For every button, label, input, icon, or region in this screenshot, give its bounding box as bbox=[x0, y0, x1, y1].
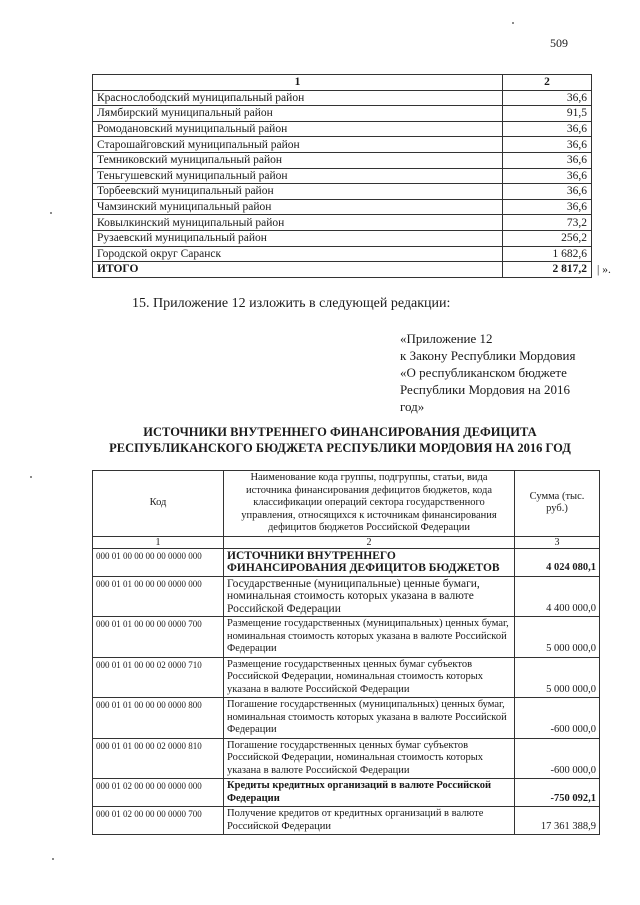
table-header-row bbox=[93, 471, 600, 537]
scan-speck bbox=[50, 212, 52, 214]
table-row bbox=[93, 548, 600, 576]
table-header-row bbox=[93, 75, 592, 91]
appendix-caption bbox=[400, 330, 600, 415]
table-row bbox=[93, 121, 592, 137]
district-value: 1 682,6 bbox=[503, 246, 592, 262]
scan-speck bbox=[512, 22, 514, 24]
row-name: Государственные (муниципальные) ценные бумаги, номинальная стоимость которых указана в валюте Российской Федерации bbox=[224, 576, 515, 617]
row-sum: -600 000,0 bbox=[515, 698, 600, 739]
row-sum: 17 361 388,9 bbox=[515, 807, 600, 835]
appendix-line: к Закону Республики Мордовия bbox=[400, 348, 576, 363]
financing-sources-table bbox=[92, 470, 600, 835]
row-sum: -600 000,0 bbox=[515, 738, 600, 779]
total-value: 2 817,2 bbox=[503, 262, 592, 278]
row-name: Размещение государственных (муниципальных) ценных бумаг, номинальная стоимость которых указана в валюте Российской Федерации bbox=[224, 617, 515, 658]
appendix-line: «Приложение 12 bbox=[400, 331, 493, 346]
column-header: 1 bbox=[93, 75, 503, 91]
row-sum: 5 000 000,0 bbox=[515, 617, 600, 658]
table-row bbox=[93, 576, 600, 617]
row-sum: 5 000 000,0 bbox=[515, 657, 600, 698]
district-name: Темниковский муниципальный район bbox=[93, 152, 503, 168]
district-value: 256,2 bbox=[503, 230, 592, 246]
row-code: 000 01 01 00 00 02 0000 710 bbox=[93, 657, 224, 698]
table-row bbox=[93, 106, 592, 122]
table-row bbox=[93, 137, 592, 153]
table-row bbox=[93, 779, 600, 807]
header-name: Наименование кода группы, подгруппы, статьи, вида источника финансирования дефицитов бюджетов, кода классификации операций сектора государственного управления, относящихся к источникам финансирования дефицитов бюджетов Российской Федерации bbox=[224, 471, 515, 537]
closing-quote bbox=[597, 264, 611, 276]
districts-table bbox=[92, 74, 592, 278]
district-value: 36,6 bbox=[503, 121, 592, 137]
row-code: 000 01 01 00 00 00 0000 700 bbox=[93, 617, 224, 658]
district-value: 91,5 bbox=[503, 106, 592, 122]
column-number: 3 bbox=[515, 536, 600, 548]
appendix-line: год» bbox=[400, 399, 425, 414]
row-name: ИСТОЧНИКИ ВНУТРЕННЕГО ФИНАНСИРОВАНИЯ ДЕФИЦИТОВ БЮДЖЕТОВ bbox=[224, 548, 515, 576]
district-name: Ромодановский муниципальный район bbox=[93, 121, 503, 137]
district-value: 36,6 bbox=[503, 168, 592, 184]
appendix-line: Республики Мордовия на 2016 bbox=[400, 382, 570, 397]
district-name: Рузаевский муниципальный район bbox=[93, 230, 503, 246]
appendix-line: «О республиканском бюджете bbox=[400, 365, 567, 380]
header-code: Код bbox=[93, 471, 224, 537]
table-row bbox=[93, 199, 592, 215]
column-number: 1 bbox=[93, 536, 224, 548]
column-header: 2 bbox=[503, 75, 592, 91]
table-row bbox=[93, 184, 592, 200]
row-name: Размещение государственных ценных бумаг субъектов Российской Федерации, номинальная стоимость которых указана в валюте Российской Федерации bbox=[224, 657, 515, 698]
district-name: Краснослободский муниципальный район bbox=[93, 90, 503, 106]
row-sum: -750 092,1 bbox=[515, 779, 600, 807]
district-value: 36,6 bbox=[503, 184, 592, 200]
section-heading bbox=[80, 424, 600, 456]
table-row bbox=[93, 168, 592, 184]
row-sum: 4 024 080,1 bbox=[515, 548, 600, 576]
item-15-text: 15. Приложение 12 изложить в следующей редакции: bbox=[132, 296, 451, 311]
district-value: 36,6 bbox=[503, 152, 592, 168]
scan-speck bbox=[30, 476, 32, 478]
district-name: Лямбирский муниципальный район bbox=[93, 106, 503, 122]
row-code: 000 01 01 00 00 00 0000 000 bbox=[93, 576, 224, 617]
district-value: 73,2 bbox=[503, 215, 592, 231]
total-label: ИТОГО bbox=[93, 262, 503, 278]
table-row bbox=[93, 90, 592, 106]
district-value: 36,6 bbox=[503, 137, 592, 153]
row-code: 000 01 01 00 00 00 0000 800 bbox=[93, 698, 224, 739]
table-row bbox=[93, 246, 592, 262]
district-name: Городской округ Саранск bbox=[93, 246, 503, 262]
table-row bbox=[93, 152, 592, 168]
district-name: Ковылкинский муниципальный район bbox=[93, 215, 503, 231]
row-name: Погашение государственных ценных бумаг субъектов Российской Федерации, номинальная стоимость которых указана в валюте Российской Федерации bbox=[224, 738, 515, 779]
table-row bbox=[93, 807, 600, 835]
table-row bbox=[93, 230, 592, 246]
table-row bbox=[93, 215, 592, 231]
district-value: 36,6 bbox=[503, 199, 592, 215]
row-code: 000 01 01 00 00 02 0000 810 bbox=[93, 738, 224, 779]
total-row bbox=[93, 262, 592, 278]
row-name: Кредиты кредитных организаций в валюте Российской Федерации bbox=[224, 779, 515, 807]
row-sum: 4 400 000,0 bbox=[515, 576, 600, 617]
heading-line: ИСТОЧНИКИ ВНУТРЕННЕГО ФИНАНСИРОВАНИЯ ДЕФИЦИТА bbox=[143, 425, 537, 439]
column-number-row bbox=[93, 536, 600, 548]
column-number: 2 bbox=[224, 536, 515, 548]
district-name: Теньгушевский муниципальный район bbox=[93, 168, 503, 184]
district-value: 36,6 bbox=[503, 90, 592, 106]
row-code: 000 01 02 00 00 00 0000 700 bbox=[93, 807, 224, 835]
row-code: 000 01 02 00 00 00 0000 000 bbox=[93, 779, 224, 807]
table-row bbox=[93, 617, 600, 658]
district-name: Старошайговский муниципальный район bbox=[93, 137, 503, 153]
page-number: 509 bbox=[550, 36, 568, 50]
row-name: Погашение государственных (муниципальных) ценных бумаг, номинальная стоимость которых указана в валюте Российской Федерации bbox=[224, 698, 515, 739]
table-row bbox=[93, 657, 600, 698]
district-name: Торбеевский муниципальный район bbox=[93, 184, 503, 200]
closing-mark: ». bbox=[602, 264, 611, 276]
table-row bbox=[93, 738, 600, 779]
row-name: Получение кредитов от кредитных организаций в валюте Российской Федерации bbox=[224, 807, 515, 835]
row-code: 000 01 00 00 00 00 0000 000 bbox=[93, 548, 224, 576]
header-sum: Сумма (тыс. руб.) bbox=[515, 471, 600, 537]
heading-line: РЕСПУБЛИКАНСКОГО БЮДЖЕТА РЕСПУБЛИКИ МОРДОВИЯ НА 2016 ГОД bbox=[109, 441, 571, 455]
scan-speck bbox=[52, 858, 54, 860]
table-row bbox=[93, 698, 600, 739]
district-name: Чамзинский муниципальный район bbox=[93, 199, 503, 215]
closing-pipe: | bbox=[597, 264, 600, 276]
